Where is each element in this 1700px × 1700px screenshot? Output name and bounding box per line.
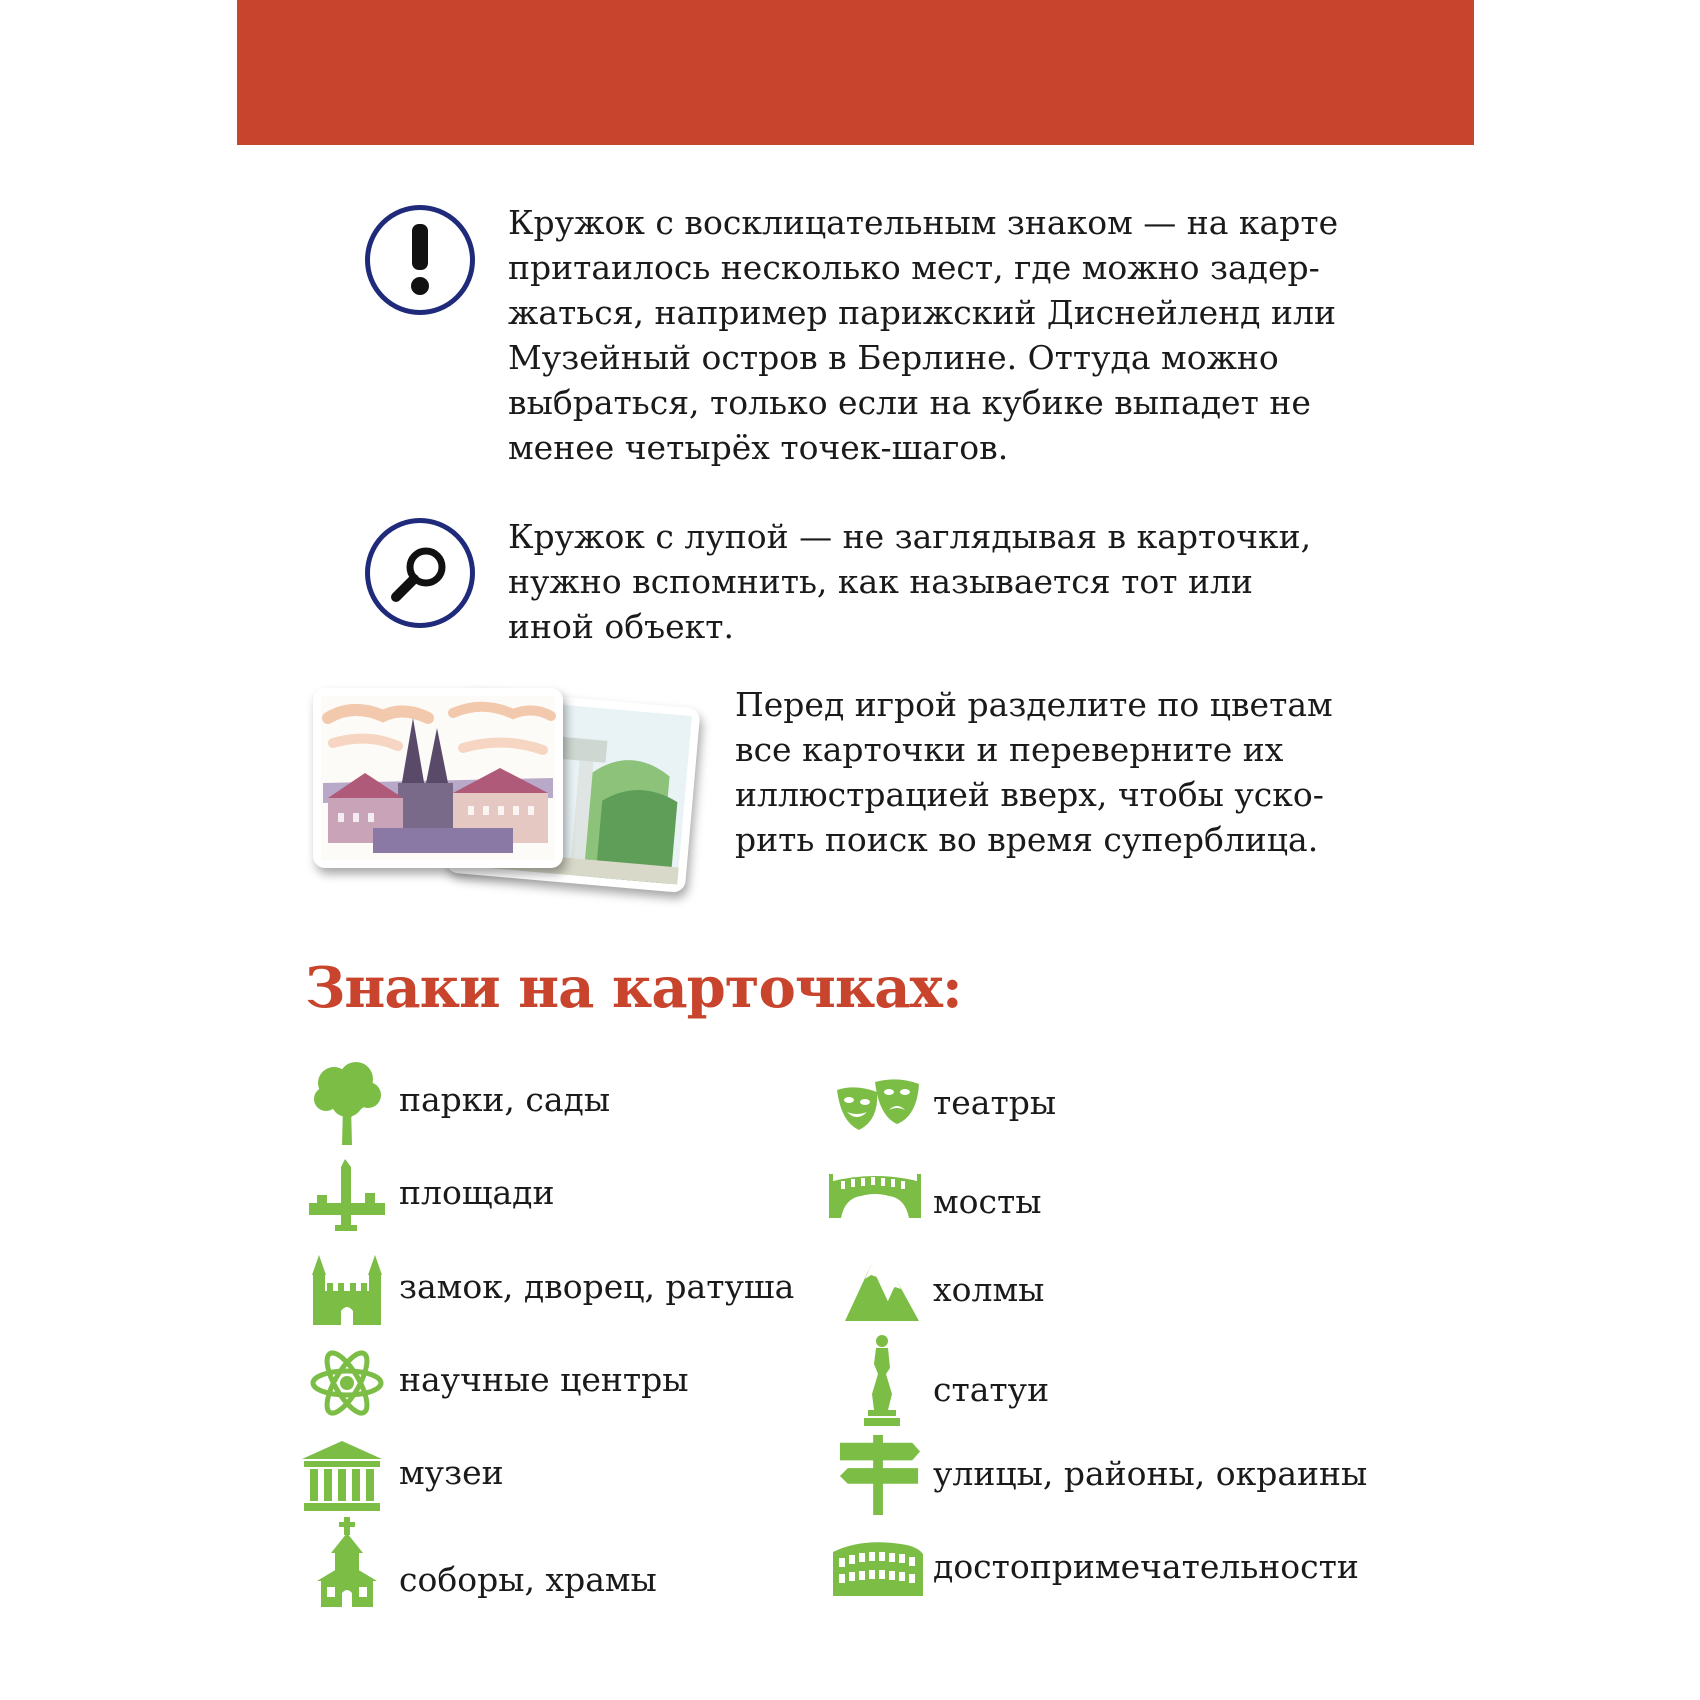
colosseum-icon bbox=[830, 1525, 926, 1611]
text-line: менее четырёх точек-шагов. bbox=[508, 428, 1009, 467]
legend-item-bridges bbox=[827, 1156, 1327, 1242]
text-line: иной объект. bbox=[508, 607, 734, 646]
text-line: иллюстрацией вверх, чтобы уско- bbox=[735, 775, 1324, 814]
legend-item-castles bbox=[305, 1247, 825, 1333]
legend-item-hills bbox=[840, 1250, 1340, 1336]
legend-label: парки, сады bbox=[399, 1080, 611, 1119]
legend-item-sights bbox=[830, 1525, 1430, 1611]
text-line: Кружок с восклицательным знаком — на карте bbox=[508, 203, 1339, 242]
legend-label: достопримечательности bbox=[933, 1547, 1359, 1586]
exclamation-icon bbox=[365, 205, 475, 315]
legend-label: холмы bbox=[933, 1270, 1045, 1309]
text-line: выбраться, только если на кубике выпадет не bbox=[508, 383, 1311, 422]
rule-exclamation-text bbox=[508, 200, 1338, 470]
castle-icon bbox=[305, 1247, 389, 1333]
atom-icon bbox=[305, 1340, 389, 1426]
bridge-icon bbox=[827, 1156, 923, 1242]
tree-icon bbox=[305, 1060, 389, 1146]
text-line: Перед игрой разделите по цветам bbox=[735, 685, 1333, 724]
obelisk-square-icon bbox=[305, 1153, 389, 1239]
text-line: жаться, например парижский Диснейленд или bbox=[508, 293, 1336, 332]
legend-item-parks bbox=[305, 1060, 805, 1146]
legend-title: Знаки на карточках: bbox=[305, 955, 962, 1021]
text-line: Музейный остров в Берлине. Оттуда можно bbox=[508, 338, 1279, 377]
text-line: притаилось несколько мест, где можно задер- bbox=[508, 248, 1320, 287]
cards-note-text bbox=[735, 682, 1333, 862]
rule-magnifier-text bbox=[508, 514, 1311, 649]
cards-illustration bbox=[313, 678, 713, 908]
church-icon bbox=[305, 1512, 389, 1612]
museum-icon bbox=[297, 1433, 387, 1519]
magnifier-icon bbox=[365, 518, 475, 628]
card-prague-illustration bbox=[313, 688, 563, 868]
signpost-icon bbox=[838, 1430, 922, 1520]
text-line: все карточки и переверните их bbox=[735, 730, 1284, 769]
legend-label: научные центры bbox=[399, 1360, 689, 1399]
text-line: нужно вспомнить, как называется тот или bbox=[508, 562, 1253, 601]
legend-item-science bbox=[305, 1340, 805, 1426]
legend-item-churches bbox=[305, 1512, 805, 1612]
legend-label: мосты bbox=[933, 1182, 1042, 1221]
header-bar bbox=[237, 0, 1474, 145]
legend-label: улицы, районы, окраины bbox=[933, 1454, 1368, 1493]
legend-item-streets bbox=[838, 1430, 1398, 1520]
text-line: рить поиск во время суперблица. bbox=[735, 820, 1319, 859]
legend-item-theatres bbox=[833, 1063, 1333, 1149]
legend-label: замок, дворец, ратуша bbox=[399, 1267, 795, 1306]
legend-label: музеи bbox=[399, 1453, 504, 1492]
legend-label: площади bbox=[399, 1173, 555, 1212]
legend-label: статуи bbox=[933, 1370, 1050, 1409]
hills-icon bbox=[840, 1250, 924, 1336]
legend-label: соборы, храмы bbox=[399, 1560, 657, 1599]
legend-item-museums bbox=[297, 1433, 797, 1519]
legend-item-squares bbox=[305, 1153, 805, 1239]
theatre-masks-icon bbox=[833, 1063, 923, 1149]
statue-icon bbox=[840, 1330, 924, 1430]
legend-label: театры bbox=[933, 1083, 1057, 1122]
legend-item-statues bbox=[840, 1330, 1340, 1430]
text-line: Кружок с лупой — не заглядывая в карточки, bbox=[508, 517, 1312, 556]
